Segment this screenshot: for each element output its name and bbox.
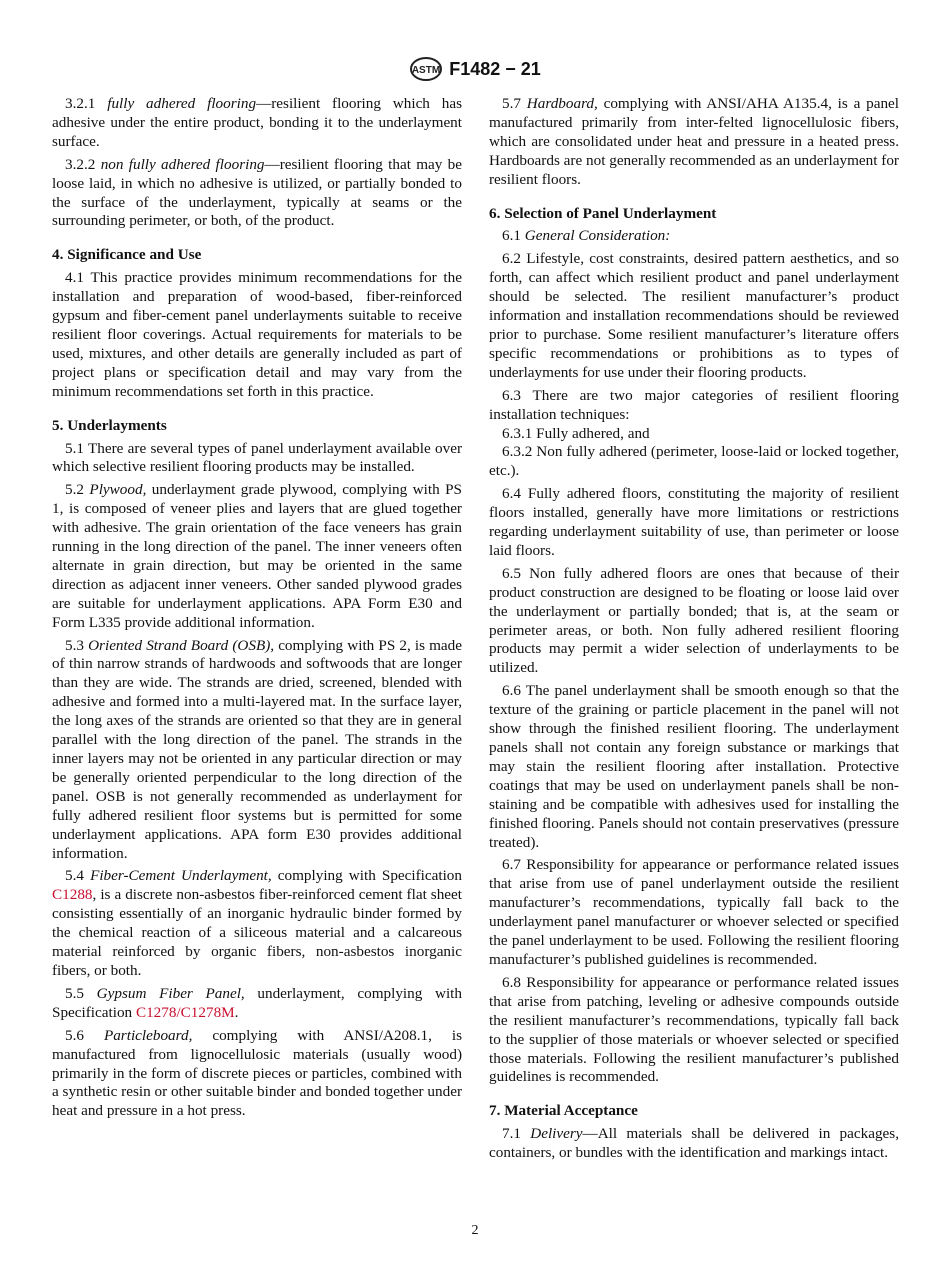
term: non fully adhered flooring [100,155,265,173]
text: —resilient flooring which has adhesive under the entire product, bonding it to the underlayment surface. [52,95,462,150]
term: Oriented Strand Board (OSB), [88,636,275,654]
term: Hardboard, [526,95,598,112]
page-number: 2 [471,1223,479,1238]
text: 6.5 Non fully adhered floors are ones that because of their product construction are designed to be floating or loose laid over the underlayment or partially bonded; that is, at the seam or perimeter areas, or both. Non fully adhered resilient flooring products may permit a wider selection of underlayments to be utilized. [489,564,899,677]
text: —All materials shall be delivered in packages, containers, or bundles with the identification and markings intact. [489,1125,900,1162]
text: 5.7 [502,95,527,112]
paragraph [489,974,899,1087]
text: complying with Specification [271,867,462,885]
text: 6.8 Responsibility for appearance or performance related issues that arise from patching, leveling or adhesive compounds outside the resilient manufacturer’s recommendations, typically fall back to the supplier of those materials or whoever selected or specified those materials. Following the resilient manufacturer’s published guidelines is recommended. [489,973,899,1086]
section-heading: 6. Selection of Panel Underlayment [489,204,717,222]
paragraph [489,95,899,190]
section-heading: 7. Material Acceptance [489,1102,638,1120]
paragraph [52,867,462,980]
text: underlayment grade plywood, complying with PS 1, is composed of veneer plies and layers that are glued together with adhesive. The grain orientation of the face veneers has grain running in the long direction of the panel. The inner veneers often alternate in grain direction, but may be oriented in the same direction as adjacent inner veneers. Other sanded plywood grades are suitable for underlayment applications. APA Form E30 and Form L335 provide additional information. [52,481,462,631]
text: complying with ANSI/AHA A135.4, is a panel manufactured primarily from inter-felted lignocellulosic fibers, which are consolidated under heat and pressure in a heated press. Hardboards are not generally recommended as an underlayment for resilient floors. [489,95,900,188]
paragraph [489,387,899,425]
text: 3.2.2 [65,155,101,173]
text: 6.6 The panel underlayment shall be smooth enough so that the texture of the graining or particle placement in the panel will not show through the finished resilient flooring. The underlayment panels shall not contain any foreign substance or markings that may stain the resilient flooring after installation. Protective coatings that may be used on underlayment panels shall be non-staining and be compatible with adhesives used for installing the finished flooring. Panels should not contain preservatives (pressure treated). [489,682,899,851]
text: complying with ANSI/A208.1, is manufactured from lignocellulosic materials (usually wood) primarily in the form of discrete pieces or particles, combined with a synthetic resin or other suitable binder and bonded together under heat and pressure in a hot press. [52,1026,463,1120]
text: 5.2 [65,481,90,499]
text: complying with PS 2, is made of thin narrow strands of hardwoods and softwoods that are longer than they are wide. The strands are dried, screened, blended with adhesive and formed into a multi-layered mat. In the surface layer, the long axes of the strands are oriented so that they are in general parallel with the long direction of the panel. The strands in the inner layers may not be oriented in any particular direction or may be generally oriented perpendicular to the long direction of the panel. OSB is not generally recommended as underlayment for fully adhered resilient floor systems but is permitted for some underlayment applications. APA form E30 provides additional information. [52,636,462,862]
text: 6.1 [502,227,525,245]
text: . [234,1003,239,1021]
standard-reference-link[interactable]: C1288 [52,886,93,904]
paragraph [489,443,899,481]
paragraph [52,481,462,632]
paragraph [489,565,899,678]
text: 6.7 Responsibility for appearance or performance related issues that arise from use of panel underlayment outside the resilient manufacturer’s recommendations, typically fall back to the underlayment panel manufacturer or whoever selected or specified the panel underlayment to be used. Following the resilient flooring manufacturer’s published guidelines is recommended. [489,856,899,968]
text: 6.3 There are two major categories of resilient flooring installation techniques: [489,386,899,423]
text: 5.5 [65,984,97,1002]
text: underlayment, complying with Specification [52,984,462,1021]
term: Fiber-Cement Underlayment, [90,867,272,885]
paragraph [489,1125,899,1163]
paragraph [489,250,899,382]
term: Particleboard, [103,1026,193,1044]
text: 5.6 [65,1026,104,1044]
text: 6.2 Lifestyle, cost constraints, desired pattern aesthetics, and so forth, can affect which resilient product and panel underlayment should be selected. The resilient manufacturer’s product information and installation recommendations should be reviewed prior to purchase. Some resilient manufacturer’s literature offers specific recommendations or prohibitions as to types of underlayments for use under their flooring products. [489,250,899,381]
term: General Consideration: [524,227,671,245]
text: 6.4 Fully adhered floors, constituting the majority of resilient floors installed, generally have more limitations or restrictions regarding underlayment suitability of use, than perimeter or loose laid floors. [489,485,899,559]
text: 6.3.2 Non fully adhered (perimeter, loose-laid or locked together, etc.). [489,443,899,480]
term: Plywood, [89,481,147,499]
paragraph [489,227,899,246]
text: , is a discrete non-asbestos fiber-reinforced cement flat sheet consisting essentially of an inorganic hydraulic binder formed by the chemical reaction of a siliceous material and a calcareous material reinforced by organic fibers, non-asbestos inorganic fibers, or both. [52,886,462,979]
astm-logo-icon [409,56,443,82]
text: 7.1 [502,1125,531,1143]
left-column [52,95,462,1125]
text: 4.1 This practice provides minimum recommendations for the installation and preparation of wood-based, fiber-reinforced gypsum and fiber-cement panel underlayments suitable to receive resilient floor coverings. Actual requirements for materials to be used, mixtures, and other details are generally included as part of project plans or specification detail and may vary from the minimum recommendations set forth in this practice. [52,269,462,400]
paragraph [489,682,899,852]
page-header [0,56,950,82]
right-column [489,95,899,1167]
term: Gypsum Fiber Panel, [96,984,245,1002]
paragraph [489,425,899,444]
paragraph [489,485,899,561]
paragraph [489,856,899,969]
paragraph [52,1027,462,1122]
text: 5.4 [65,867,91,885]
standard-reference-link[interactable]: C1278/C1278M [135,1003,235,1021]
text: —resilient flooring that may be loose laid, in which no adhesive is utilized, or partially bonded to the surface of the underlayment, typically at seams or the surrounding perimeter, or both, of the product. [52,155,463,230]
term: fully adhered flooring [107,95,257,112]
text: 3.2.1 [65,95,108,112]
section-heading: 5. Underlayments [52,416,167,434]
text: 6.3.1 Fully adhered, and [502,424,650,442]
paragraph [52,637,462,864]
paragraph [52,95,462,152]
paragraph [52,156,462,232]
paragraph [52,440,462,478]
text: 5.3 [65,636,89,654]
term: Delivery [530,1125,583,1143]
paragraph [52,985,462,1023]
paragraph [52,269,462,401]
standard-designation: F1482 − 21 [449,58,541,79]
svg-text:ASTM: ASTM [412,65,441,76]
text: 5.1 There are several types of panel underlayment available over which selective resilient flooring products may be installed. [52,439,462,476]
section-heading: 4. Significance and Use [52,246,202,264]
